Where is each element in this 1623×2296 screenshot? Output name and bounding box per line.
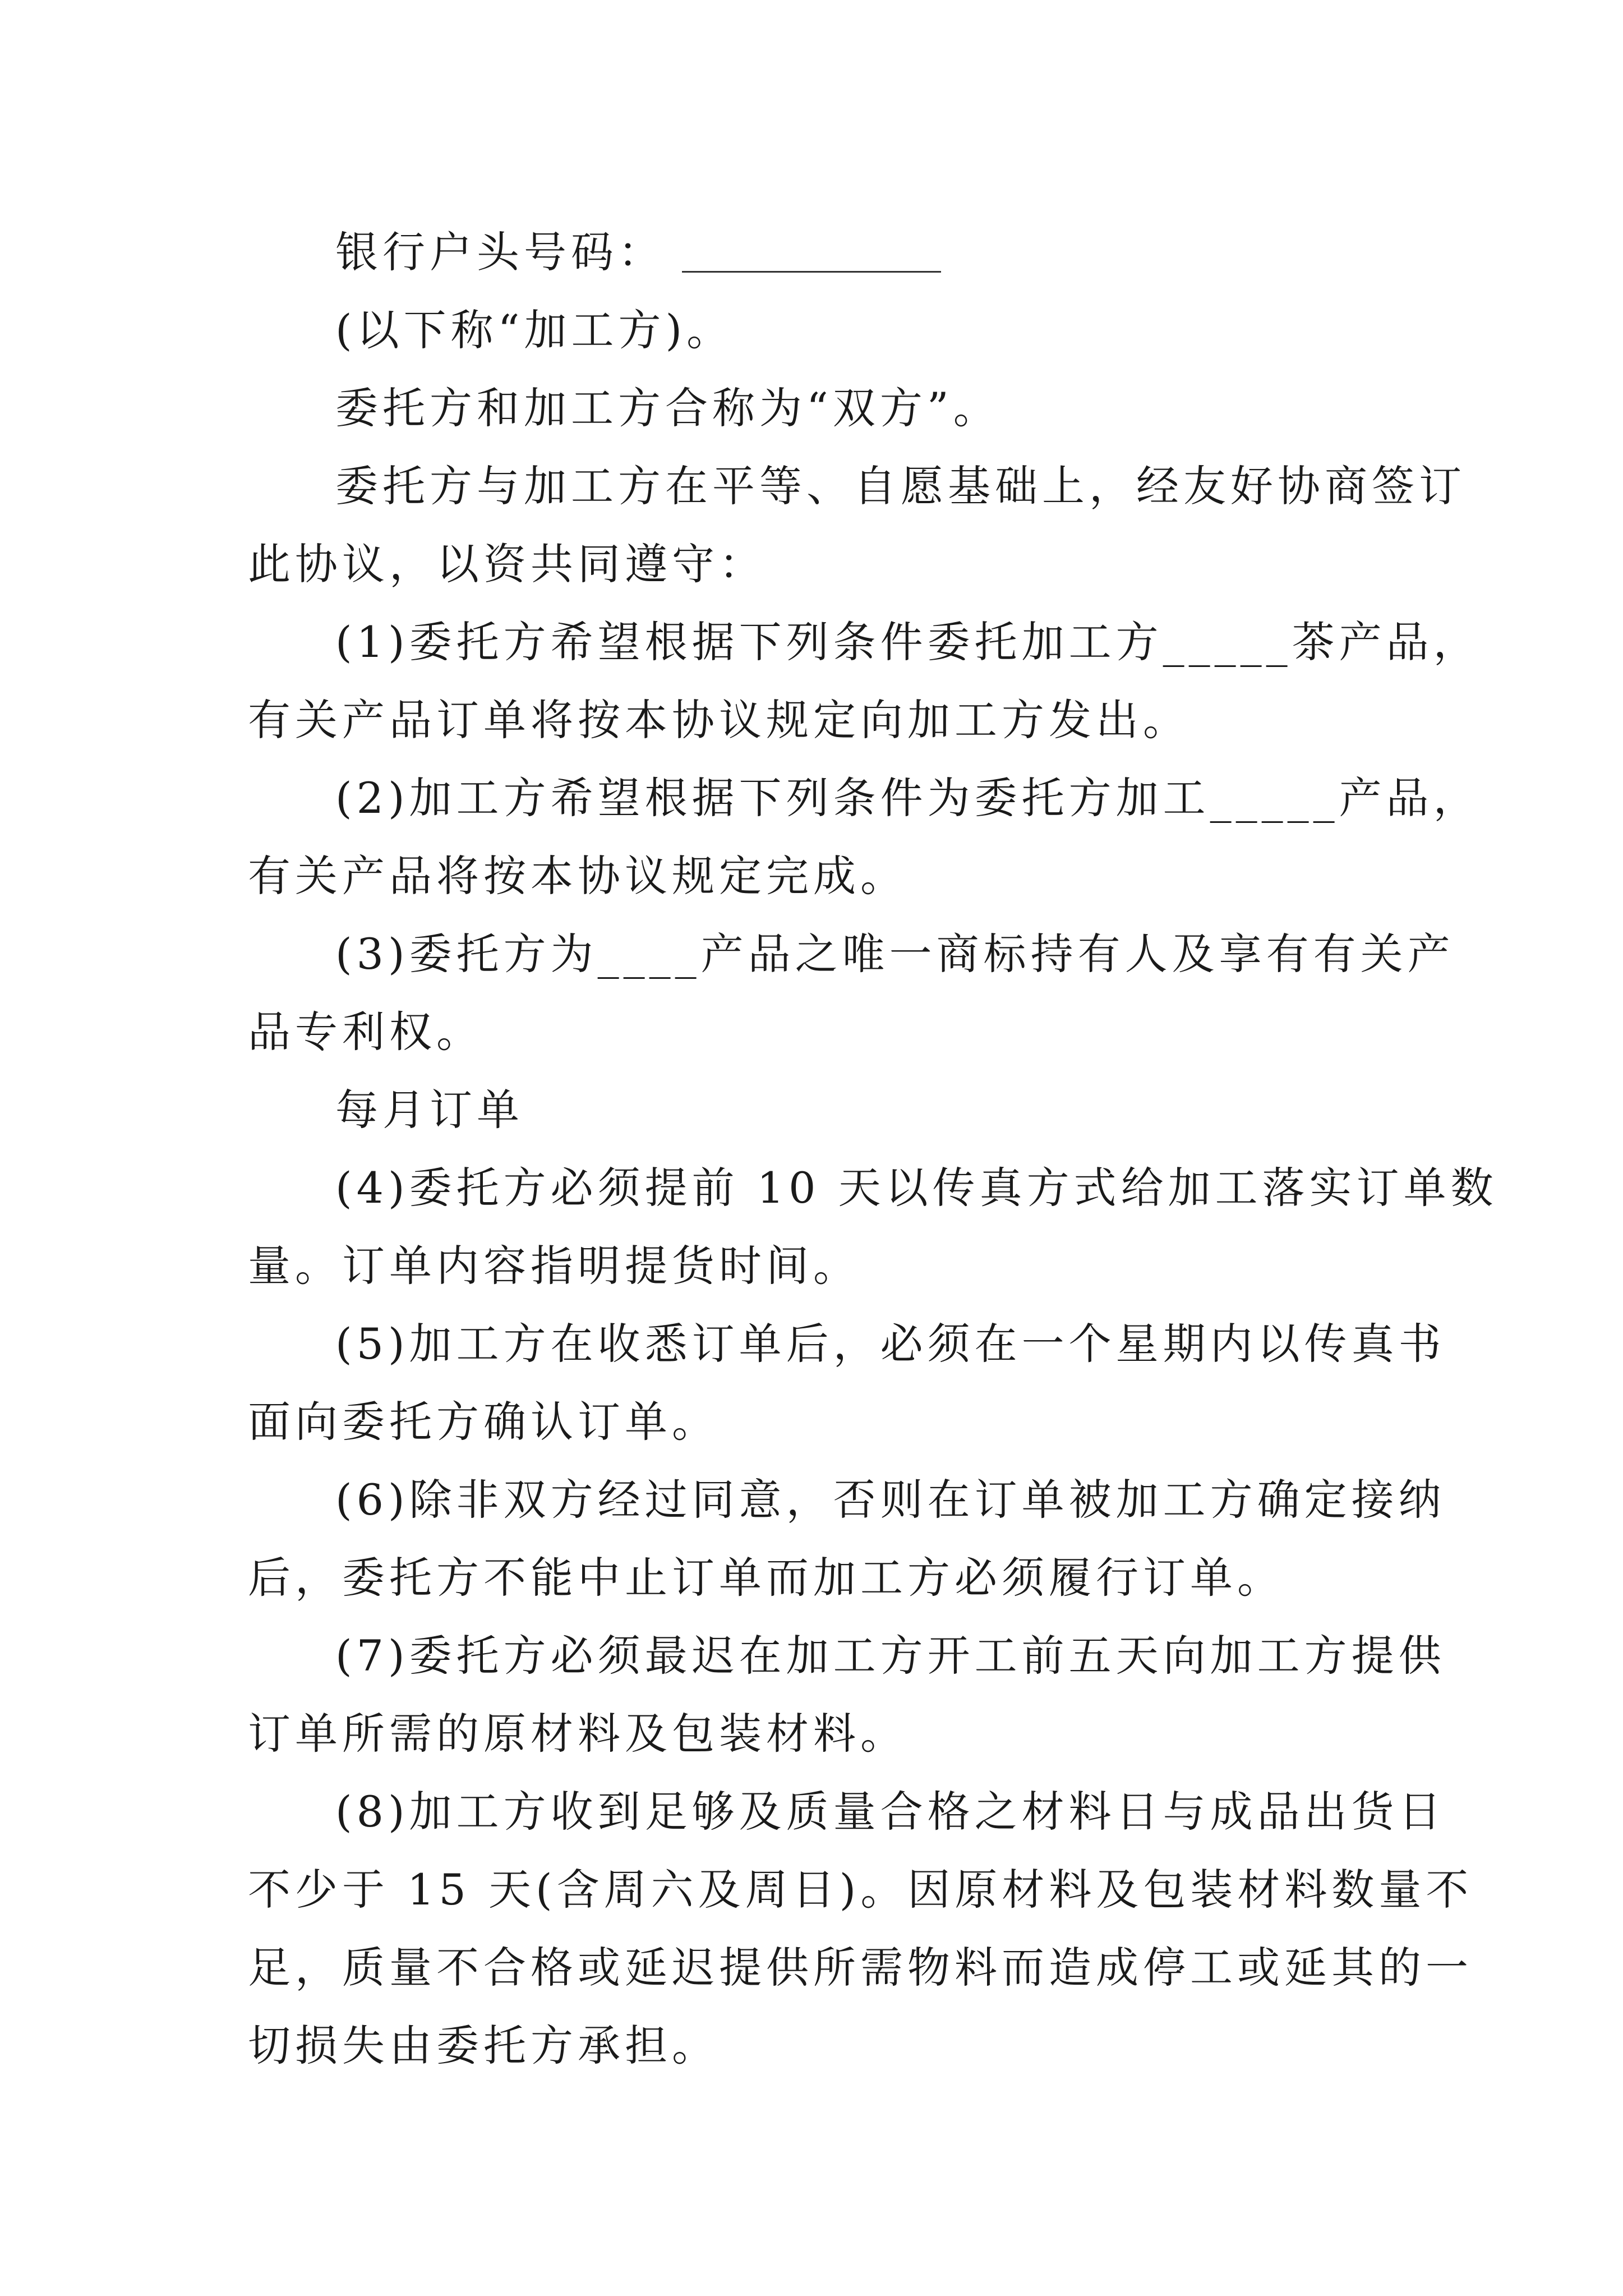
text-line: 订单所需的原材料及包装材料。	[248, 1709, 907, 1759]
text-line: 每月订单	[335, 1085, 524, 1135]
text-line: (5)加工方在收悉订单后，必须在一个星期内以传真书	[335, 1319, 1446, 1369]
text-line: 品专利权。	[248, 1007, 483, 1057]
text-line: 足，质量不合格或延迟提供所需物料而造成停工或延其的一	[248, 1943, 1473, 1993]
text-line: 切损失由委托方承担。	[248, 2021, 719, 2070]
text-line: (3)委托方为____产品之唯一商标持有人及享有有关产	[335, 929, 1455, 979]
text-line: (4)委托方必须提前 10 天以传真方式给加工落实订单数	[335, 1163, 1498, 1213]
text-line: 后，委托方不能中止订单而加工方必须履行订单。	[248, 1553, 1284, 1603]
bank-account-label: 银行户头号码：	[335, 227, 665, 277]
text-line: (1)委托方希望根据下列条件委托加工方_____茶产品，	[335, 617, 1481, 667]
text-line: 委托方和加工方合称为“双方”。	[335, 383, 1000, 433]
text-line: (8)加工方收到足够及质量合格之材料日与成品出货日	[335, 1787, 1446, 1837]
text-line: (2)加工方希望根据下列条件为委托方加工_____产品，	[335, 773, 1481, 823]
text-line: 有关产品将按本协议规定完成。	[248, 851, 907, 901]
text-line: 此协议，以资共同遵守：	[248, 539, 766, 589]
text-line: 不少于 15 天(含周六及周日)。因原材料及包装材料数量不	[248, 1865, 1473, 1915]
text-line: 委托方与加工方在平等、自愿基础上，经友好协商签订	[335, 461, 1466, 511]
text-line: (6)除非双方经过同意，否则在订单被加工方确定接纳	[335, 1475, 1446, 1525]
text-line: (以下称“加工方)。	[335, 305, 734, 355]
text-line: 有关产品订单将按本协议规定向加工方发出。	[248, 695, 1190, 745]
agreement-text	[248, 291, 1498, 2085]
text-line: (7)委托方必须最迟在加工方开工前五天向加工方提供	[335, 1631, 1446, 1681]
bank-account-blank	[682, 232, 941, 273]
bank-account-line	[248, 213, 1375, 291]
text-line: 量。订单内容指明提货时间。	[248, 1241, 860, 1291]
text-line: 面向委托方确认订单。	[248, 1397, 719, 1447]
document-body	[248, 213, 1498, 2085]
